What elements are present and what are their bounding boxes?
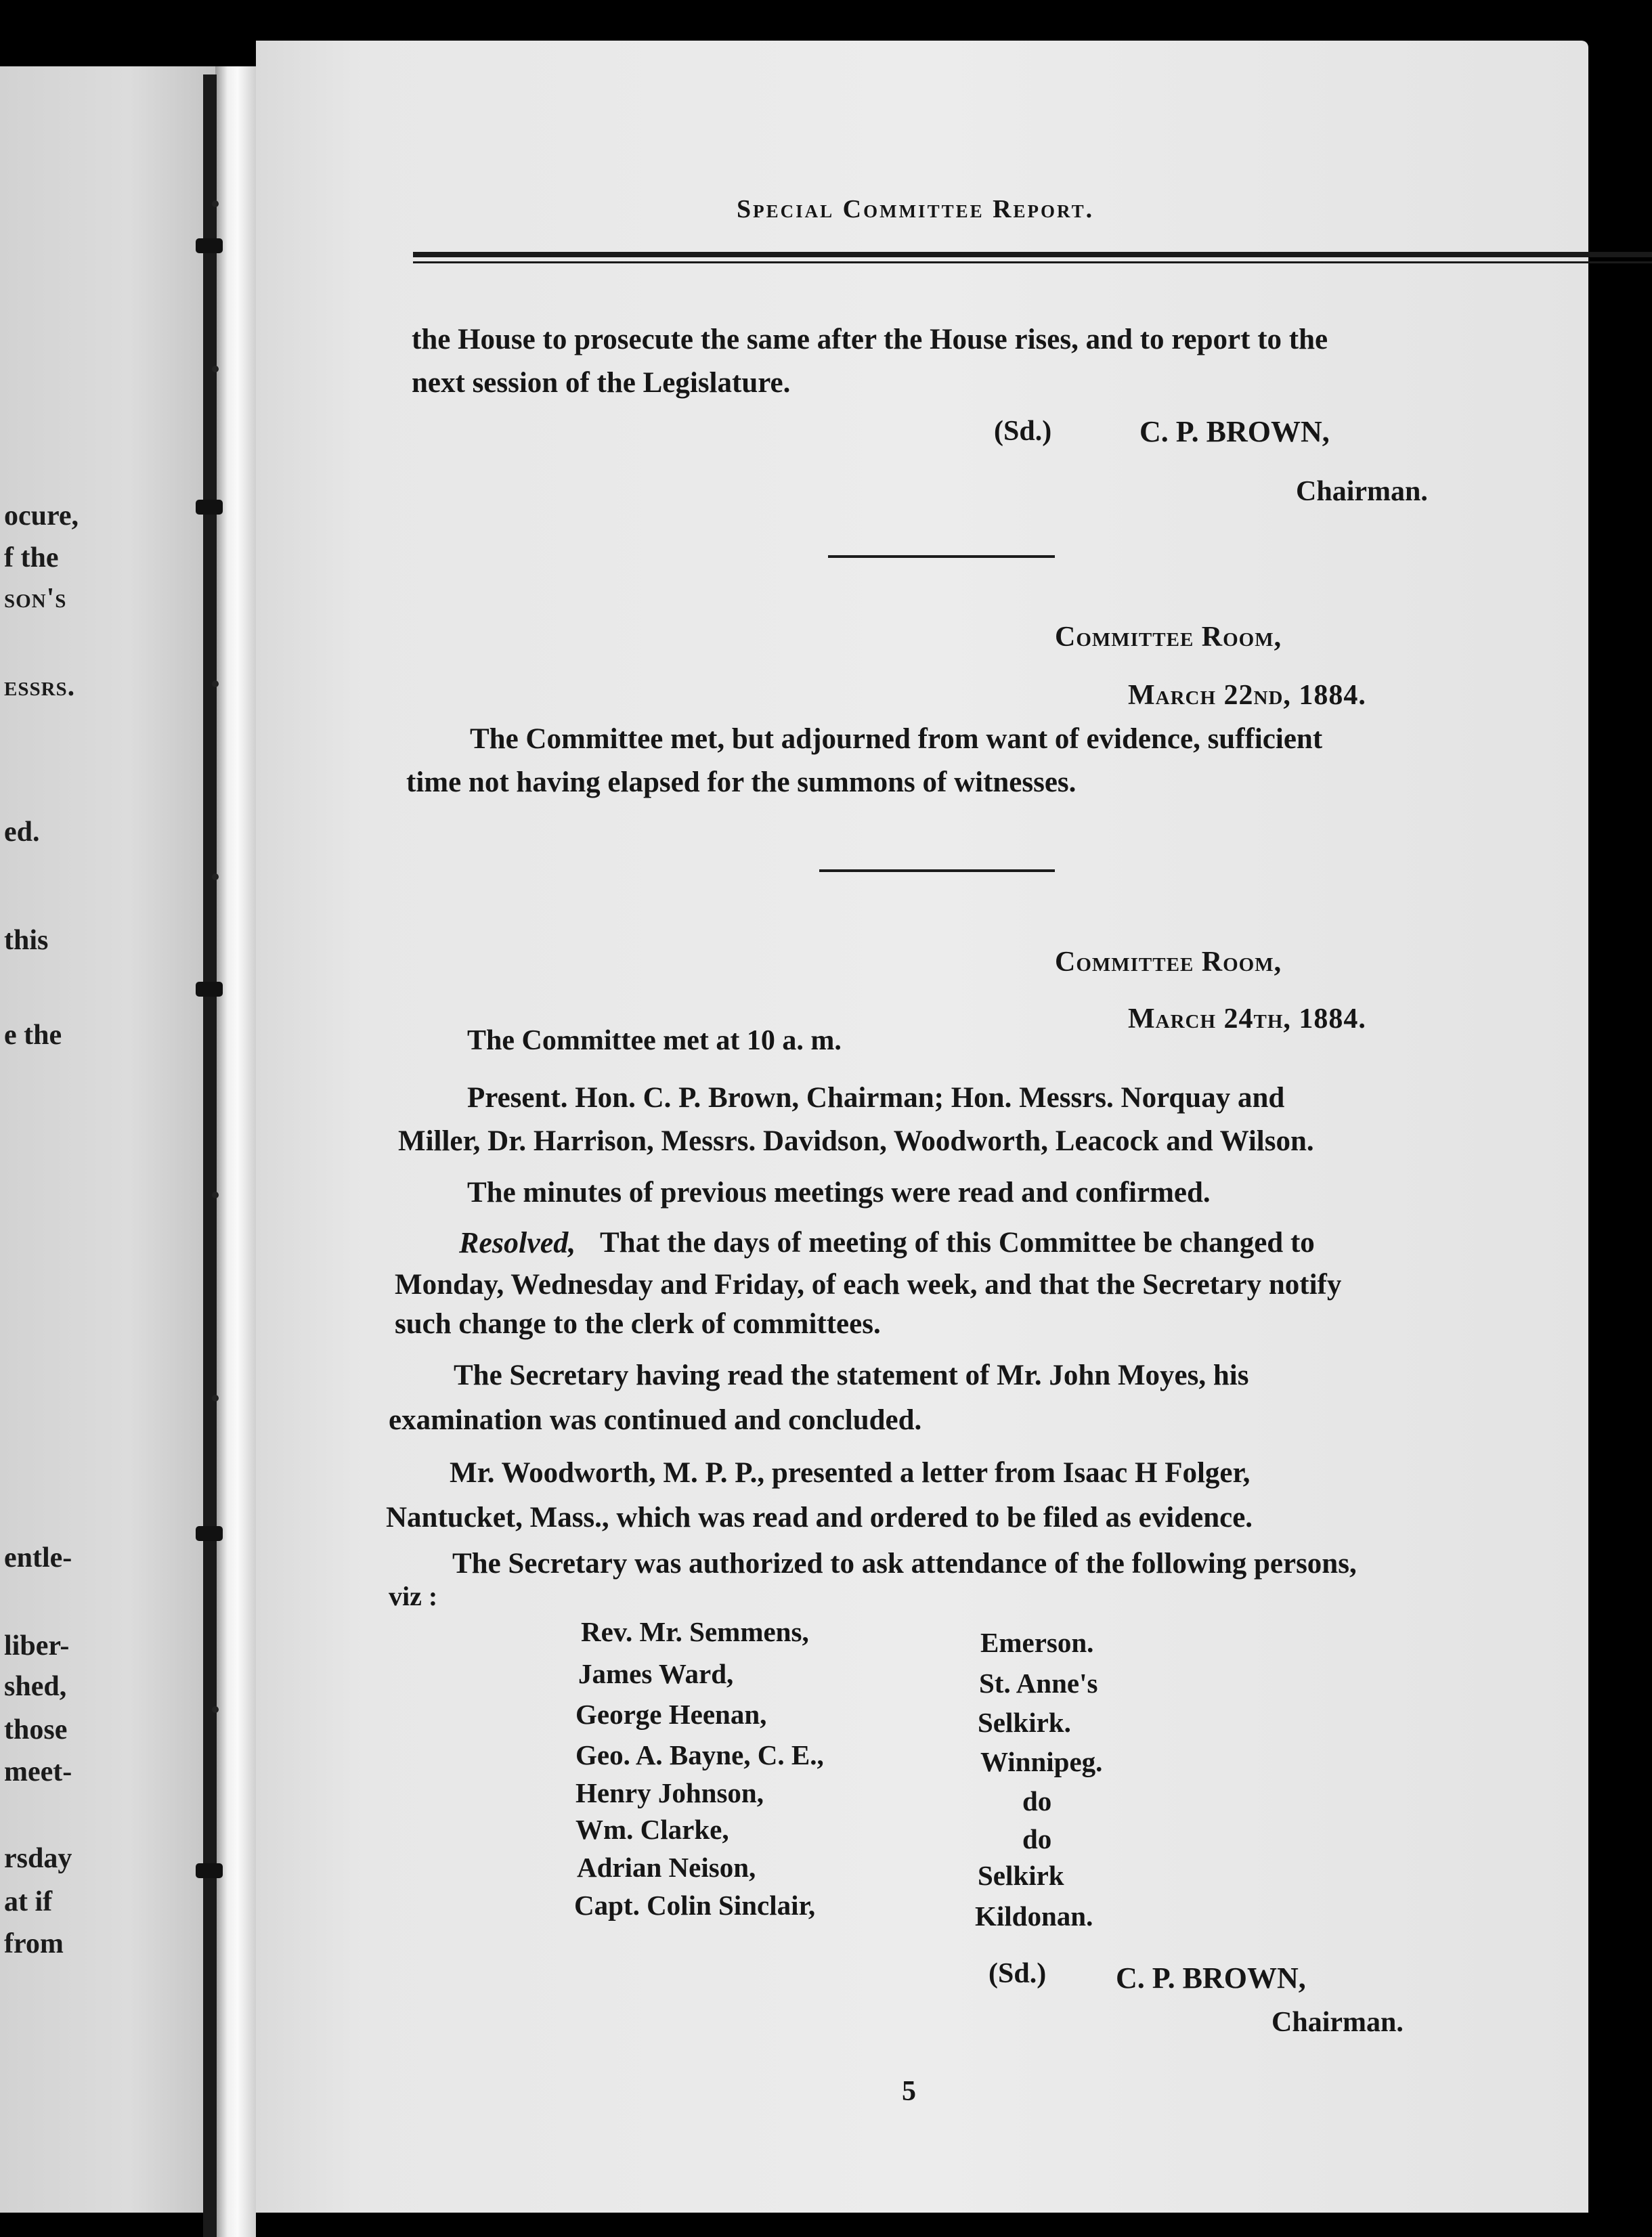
meeting-place: Committee Room, — [1055, 622, 1282, 653]
resolved-line: such change to the clerk of committees. — [395, 1308, 881, 1340]
meeting-place: Committee Room, — [1055, 947, 1282, 978]
page-number: 5 — [902, 2076, 916, 2107]
signature-title: Chairman. — [1296, 476, 1428, 507]
body-line: examination was continued and concluded. — [389, 1404, 922, 1436]
left-page-fragment: from — [4, 1928, 64, 1959]
left-page-fragment: those — [4, 1714, 68, 1745]
signature-title: Chairman. — [1271, 2007, 1404, 2038]
signature-name: C. P. BROWN, — [1116, 1961, 1306, 1995]
person-name: Geo. A. Bayne, C. E., — [575, 1739, 824, 1771]
person-name: Adrian Neison, — [577, 1852, 756, 1883]
person-name: Henry Johnson, — [575, 1777, 764, 1808]
body-line: time not having elapsed for the summons of witnesses. — [406, 766, 1077, 798]
binding-stitch — [196, 1526, 223, 1541]
left-page-fragment: entle- — [4, 1542, 72, 1573]
stitch-hole — [212, 1706, 219, 1713]
left-page-fragment: f the — [4, 542, 59, 573]
binding-spine — [203, 74, 217, 2237]
body-line: Mr. Woodworth, M. P. P., presented a letter from Isaac H Folger, — [450, 1457, 1251, 1489]
body-line: viz : — [389, 1581, 438, 1611]
stitch-hole — [212, 366, 219, 372]
person-name: James Ward, — [578, 1658, 734, 1689]
signature-name: C. P. BROWN, — [1139, 415, 1330, 448]
left-page-fragment: at if — [4, 1886, 53, 1917]
person-name: George Heenan, — [575, 1699, 767, 1730]
minutes-line: The minutes of previous meetings were read and confirmed. — [467, 1177, 1211, 1209]
body-line: The Secretary was authorized to ask attendance of the following persons, — [452, 1548, 1357, 1580]
person-place: St. Anne's — [979, 1668, 1098, 1699]
person-place: Winnipeg. — [980, 1746, 1103, 1777]
resolved-line: Monday, Wednesday and Friday, of each week, and that the Secretary notify — [395, 1269, 1342, 1301]
binding-stitch — [196, 1863, 223, 1878]
section-divider — [819, 869, 1055, 872]
person-place: Selkirk — [978, 1860, 1064, 1891]
person-place: Selkirk. — [978, 1707, 1071, 1738]
left-page-fragment: this — [4, 925, 49, 956]
present-line: Present. Hon. C. P. Brown, Chairman; Hon. Messrs. Norquay and — [467, 1082, 1285, 1114]
person-place: Emerson. — [980, 1627, 1094, 1658]
left-page-fragment: liber- — [4, 1630, 70, 1662]
section-divider — [828, 555, 1055, 558]
body-line: the House to prosecute the same after the House rises, and to report to the — [412, 324, 1328, 355]
body-line: next session of the Legislature. — [412, 367, 791, 399]
stitch-hole — [212, 200, 219, 207]
left-page-fragment: rsday — [4, 1843, 72, 1874]
binding-gutter — [215, 66, 256, 2237]
resolved-line: That the days of meeting of this Committee be changed to — [600, 1227, 1315, 1259]
binding-stitch — [196, 500, 223, 515]
stitch-hole — [212, 1192, 219, 1198]
person-place: do — [1022, 1785, 1052, 1817]
meeting-date: March 22nd, 1884. — [1128, 680, 1366, 711]
body-line: Nantucket, Mass., which was read and ordered to be filed as evidence. — [386, 1502, 1253, 1534]
document-page — [256, 41, 1588, 2213]
person-place: do — [1022, 1823, 1052, 1854]
binding-stitch — [196, 238, 223, 253]
binding-stitch — [196, 982, 223, 997]
header-rule-thick — [413, 252, 1652, 257]
body-line: The Committee met, but adjourned from want of evidence, sufficient — [470, 723, 1323, 755]
meeting-opening: The Committee met at 10 a. m. — [467, 1025, 842, 1056]
stitch-hole — [212, 680, 219, 687]
running-header: Special Committee Report. — [737, 195, 1095, 223]
person-name: Wm. Clarke, — [575, 1814, 729, 1845]
present-line: Miller, Dr. Harrison, Messrs. Davidson, Woodworth, Leacock and Wilson. — [398, 1125, 1314, 1157]
left-page-fragment: ocure, — [4, 500, 79, 531]
left-page-fragment: essrs. — [4, 671, 76, 702]
stitch-hole — [212, 1395, 219, 1402]
body-line: The Secretary having read the statement of Mr. John Moyes, his — [454, 1360, 1249, 1391]
meeting-date: March 24th, 1884. — [1128, 1003, 1366, 1035]
signature-sd: (Sd.) — [988, 1958, 1047, 1989]
left-facing-page — [0, 66, 215, 2213]
person-name: Rev. Mr. Semmens, — [581, 1616, 809, 1647]
resolved-label: Resolved, — [459, 1226, 576, 1259]
left-page-fragment: ed. — [4, 817, 40, 848]
left-page-fragment: son's — [4, 583, 67, 614]
stitch-hole — [212, 873, 219, 880]
signature-sd: (Sd.) — [994, 416, 1052, 447]
left-page-fragment: meet- — [4, 1756, 72, 1787]
person-name: Capt. Colin Sinclair, — [574, 1890, 816, 1921]
left-page-fragment: e the — [4, 1020, 62, 1051]
left-page-fragment: shed, — [4, 1671, 67, 1702]
person-place: Kildonan. — [975, 1901, 1093, 1932]
header-rule-thin — [413, 261, 1652, 263]
